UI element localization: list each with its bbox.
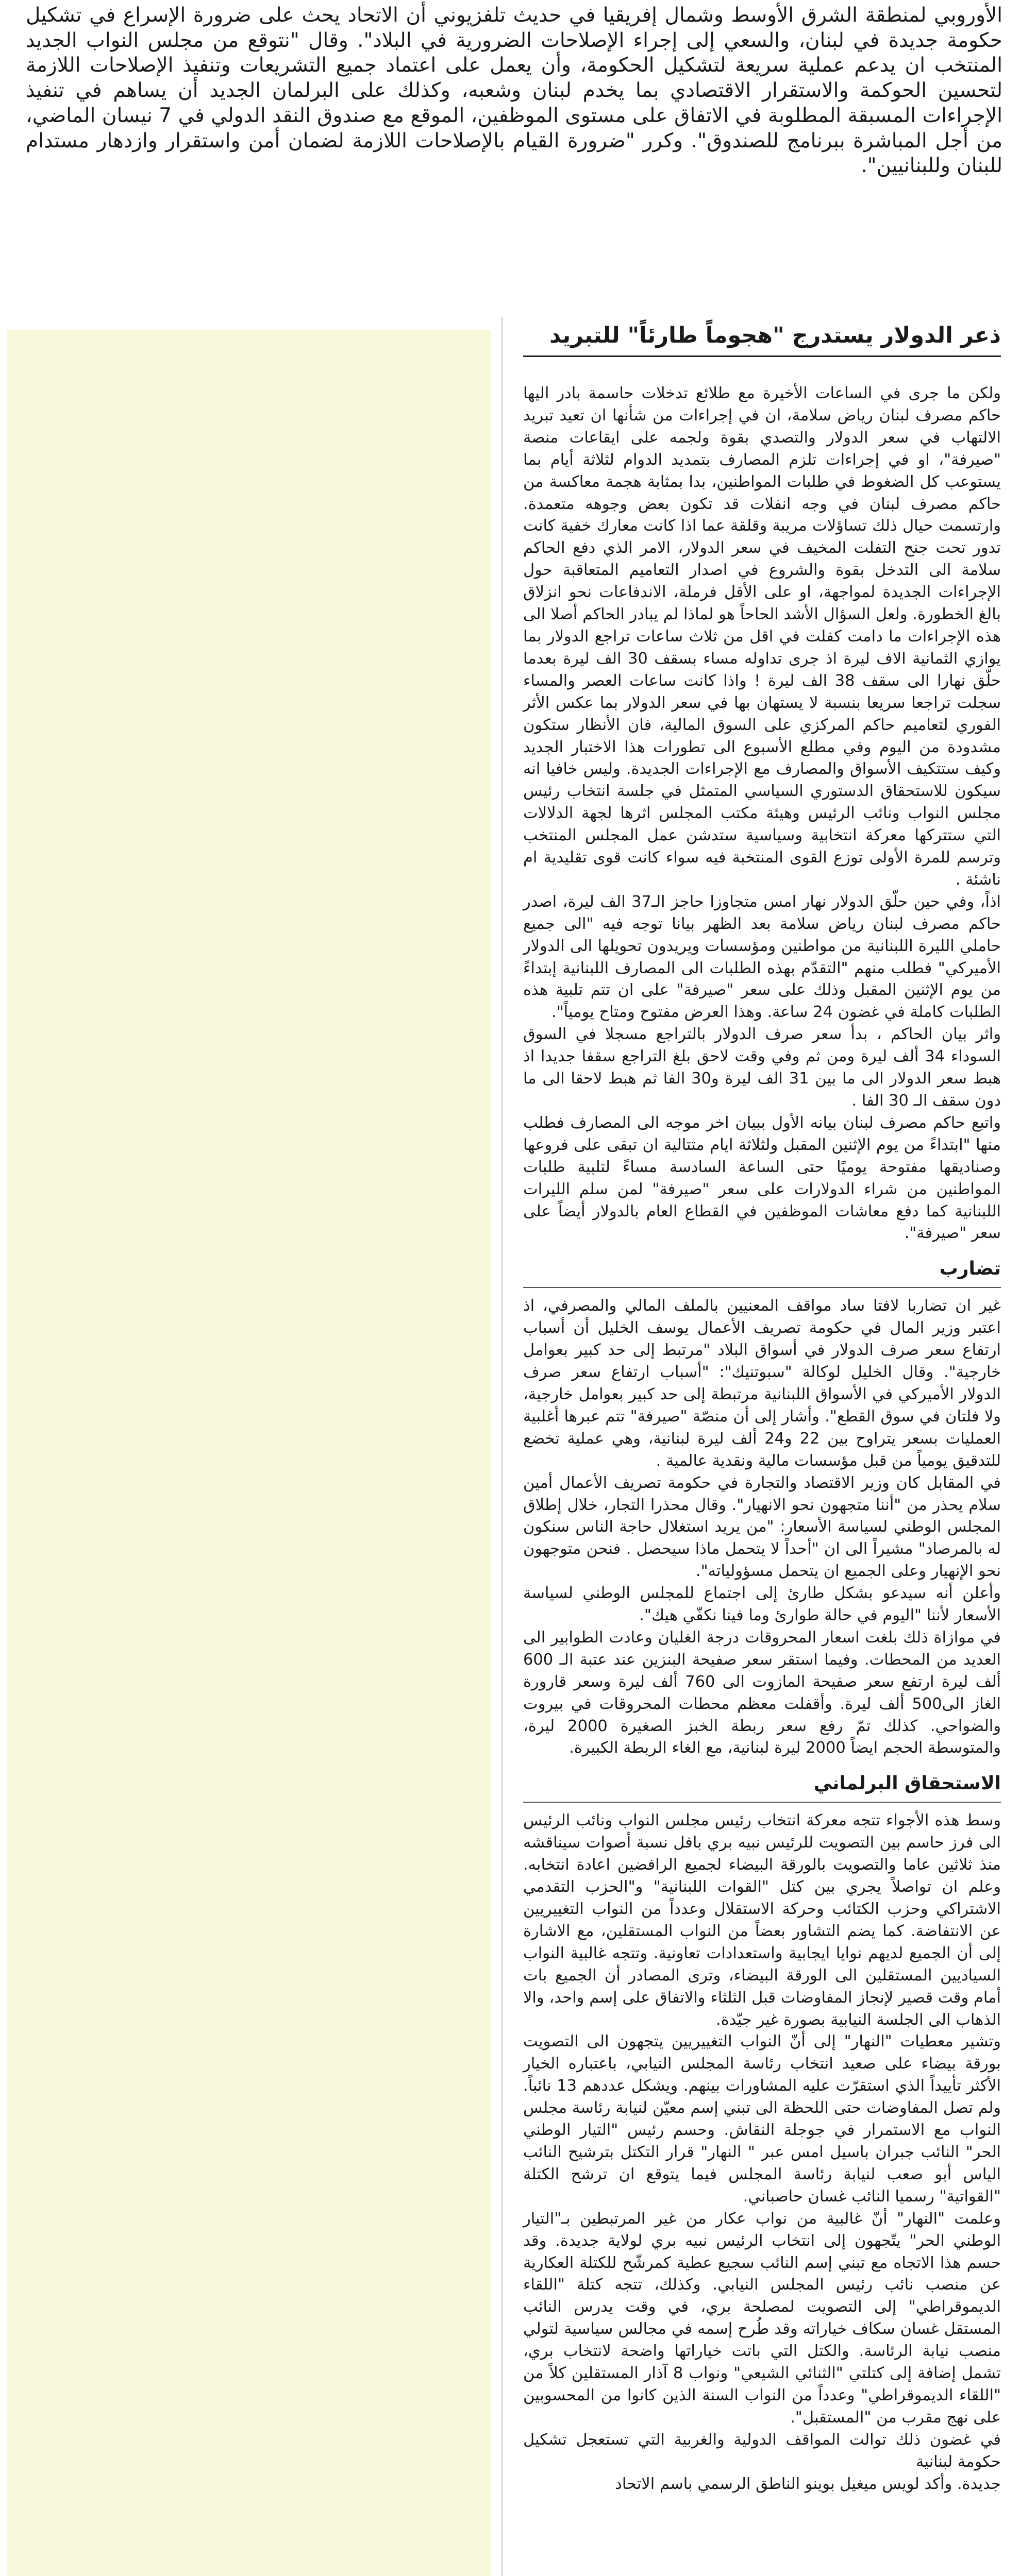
article-closing-line: في غضون ذلك توالت المواقف الدولية والغربية التي تستعجل تشكيل حكومة لبنانية <box>523 2430 1001 2471</box>
article-paragraph: وأعلن أنه سيدعو بشكل طارئ إلى اجتماع للمجلس الوطني لسياسة الأسعار لأننا "اليوم في حالة طوارئ وما فينا نكفّي هيك". <box>523 1584 1001 1625</box>
section-title-conflict: تضارب <box>939 1258 1001 1280</box>
article-paragraph: في المقابل كان وزير الاقتصاد والتجارة في حكومة تصريف الأعمال أمين سلام يحذر من "أننا متجهون نحو الانهيار". وقال محذرا التجار، خلال إطلاق المجلس الوطني لسياسة الأسعار: "من يريد استغلال حاجة الناس سنكون له بالمرصاد" مشيراً الى ان "أحداً لا يتحمل ماذا سيحصل . فنحن متوجهون نحو الإنهيار وعلى الجميع ان يتحمل مسؤولياته". <box>523 1473 1001 1581</box>
blank-side-panel <box>7 330 491 2576</box>
article-paragraph: وتشير معطيات "النهار" إلى أنّ النواب التغييريين يتجهون الى التصويت بورقة بيضاء على صعيد انتخاب رئاسة المجلس النيابي، باعتباره الخيار الأكثر تأييداً الذي استقرّت عليه المشاورات بينهم. ويشكل عددهم 13 نائباً. ولم تصل المفاوضات حتى اللحظة الى تبني إسم معيّن لنيابة رئاسة مجلس النواب مع الاستمرار في جوجلة النقاش. وحسم رئيس "التيار الوطني الحر" النائب جبران باسيل امس عبر " النهار" قرار التكتل بترشيح النائب الياس أبو صعب لنيابة رئاسة المجلس فيما يتوقع ان ترشح الكتلة "القواتية" رسميا النائب غسان حاصباني. <box>523 2032 1001 2206</box>
column-divider <box>501 317 503 2576</box>
article-closing-line: جديدة. وأكد لويس ميغيل بوينو الناطق الرسمي باسم الاتحاد <box>615 2475 1001 2493</box>
article-column <box>523 319 1001 2495</box>
section-rule <box>523 1287 1001 1288</box>
article-paragraph: ولكن ما جرى في الساعات الأخيرة مع طلائع تدخلات حاسمة بادر اليها حاكم مصرف لبنان رياض سلامة، ان في إجراءات من شأنها ان تعيد تبريد الالتهاب في سعر الدولار والتصدي بقوة ولجمه على ايقاعات منصة "صيرفة"، او في إجراءات تلزم المصارف بتمديد الدوام لثلاثة أيام بما يستوعب كل الضغوط في طلبات المواطنين، بدا بمثابة هجمة معاكسة من حاكم مصرف لبنان في وجه انفلات قد تكون بعض وجوهه متعمدة. وارتسمت حيال ذلك تساؤلات مريبة وقلقة عما اذا كانت معارك خفية كانت تدور تحت جنح التفلت المخيف في سعر الدولار، الامر الذي دفع الحاكم سلامة الى التدخل بقوة والشروع في اصدار التعاميم المتعاقبة حول الإجراءات الجديدة لمواجهة، او على الأقل فرملة، الاندفاعات نحو انزلاق بالغ الخطورة. ولعل السؤال الأشد الحاحاً هو لماذا لم يبادر الحاكم أصلا الى هذه الإجراءات ما دامت كفلت في اقل من ثلاث ساعات تراجع الدولار بما يوازي الثمانية الاف ليرة اذ جرى تداوله مساء بسقف 30 الف ليرة بعدما حلّق نهارا الى سقف 38 الف ليرة ! واذا كانت ساعات العصر والمساء سجلت تراجعا سريعا بنسبة لا يستهان بها في سعر الدولار بما عكس الأثر الفوري لتعاميم حاكم المركزي على السوق المالية، فان الأنظار ستكون مشدودة من اليوم وفي مطلع الأسبوع الى تطورات هذا الاختبار الجديد وكيف ستتكيف الأسواق والمصارف مع الإجراءات الجديدة. وليس خافيا انه سيكون للاستحقاق الدستوري السياسي المتمثل في جلسة انتخاب رئيس مجلس النواب ونائب الرئيس وهيئة مكتب المجلس اثرها لجهة الدلالات التي ستتركها معركة انتخابية وسياسية ستدشن عمل المجلس المنتخب وترسم للمرة الأولى توزع القوى المنتخبة فيه سواء كانت قوى تقليدية ام ناشئة . <box>523 384 1001 889</box>
headline-rule <box>523 355 1001 357</box>
section-rule <box>523 1802 1001 1803</box>
article-paragraph: واثر بيان الحاكم ، بدأ سعر صرف الدولار بالتراجع مسجلا في السوق السوداء 34 ألف ليرة ومن ثم وفي وقت لاحق بلغ التراجع سقفا جديدا اذ هبط سعر الدولار الى ما بين 31 الف ليرة و30 الفا ثم هبط لاحقا الى ما دون سقف الـ 30 الفا . <box>523 1025 1001 1110</box>
article-paragraph: غير ان تضاربا لافتا ساد مواقف المعنيين بالملف المالي والمصرفي، اذ اعتبر وزير المال في حكومة تصريف الأعمال يوسف الخليل أن أسباب ارتفاع سعر صرف الدولار في أسواق البلاد "مرتبط إلى حد كبير بعوامل خارجية". وقال الخليل لوكالة "سبوتنيك": "أسباب ارتفاع سعر صرف الدولار الأميركي في الأسواق اللبنانية مرتبطة إلى حد كبير بعوامل خارجية، ولا فلتان في سوق القطع". وأشار إلى أن منصّة "صيرفة" تتم عبرها أغلبية العمليات بسعر يتراوح بين 22 و24 ألف ليرة لبنانية، وهي عملية تخضع للتدقيق يومياً من قبل مؤسسات مالية ونقدية عالمية . <box>523 1297 1001 1470</box>
top-paragraph: الأوروبي لمنطقة الشرق الأوسط وشمال إفريقيا في حديث تلفزيوني أن الاتحاد يحث على ضرورة الإسراع في تشكيل حكومة جديدة في لبنان، والسعي إلى إجراء الإصلاحات الضرورية في البلاد". وقال "نتوقع من مجلس النواب الجديد المنتخب ان يدعم عملية سريعة لتشكيل الحكومة، وأن يعمل على اعتماد جميع التشريعات وتنفيذ الإصلاحات اللازمة لتحسين الحوكمة والاستقرار الاقتصادي بما يخدم لبنان وشعبه، وكذلك على البرلمان الجديد أن يساهم في تنفيذ الإجراءات المسبقة المطلوبة في الاتفاق على مستوى الموظفين، الموقع مع صندوق النقد الدولي في 7 نيسان الماضي، من أجل المباشرة ببرنامج للصندوق". وكرر "ضرورة القيام بالإصلاحات اللازمة لضمان أمن واستقرار وازدهار مستدام للبنان وللبنانيين". <box>26 4 1002 178</box>
article-paragraph: وعلمت "النهار" أنّ غالبية من نواب عكار من غير المرتبطين بـ"التيار الوطني الحر" يتّجهون إلى انتخاب الرئيس نبيه بري لولاية جديدة. وقد حسم هذا الاتجاه مع تبني إسم النائب سجيع عطية كمرشّح للكتلة العكارية عن منصب نائب رئيس المجلس النيابي. وكذلك، تتجه كتلة "اللقاء الديموقراطي" إلى التصويت لمصلحة بري، في وقت يدرس النائب المستقل غسان سكاف خياراته وقد طُرح إسمه في مجالس سياسية لتولي منصب نيابة الرئاسة. والكتل التي باتت خياراتها واضحة لانتخاب بري، تشمل إضافة إلى كتلتي "الثنائي الشيعي" ونواب 8 آذار المستقلين كلاً من "اللقاء الديموقراطي" وعدداً من النواب السنة الذين كانوا من المحسوبين على نهج مقرب من "المستقبل". <box>523 2209 1001 2427</box>
article-paragraph: اذاً، وفي حين حلّق الدولار نهار امس متجاوزا حاجز الـ37 الف ليرة، اصدر حاكم مصرف لبنان رياض سلامة بعد الظهر بيانا توجه فيه "الى جميع حاملي الليرة اللبنانية من مواطنين ومؤسسات ويريدون تحويلها الى الدولار الأميركي" فطلب منهم "التقدّم بهذه الطلبات الى المصارف اللبنانية إبتداءً من يوم الإثنين المقبل وذلك على سعر "صيرفة" على ان تتم تلبية هذه الطلبات كاملة في غضون 24 ساعة. وهذا العرض مفتوح ومتاح يومياً". <box>523 892 1001 1022</box>
section-title-parliament: الاستحقاق البرلماني <box>813 1773 1001 1794</box>
article-paragraph: واتبع حاكم مصرف لبنان بيانه الأول ببيان اخر موجه الى المصارف فطلب منها "ابتداءً من يوم الإثنين المقبل ولثلاثة ايام متتالية ان تبقى على فروعها وصناديقها مفتوحة يوميًا حتى الساعة السادسة مساءً لتلبية طلبات المواطنين من شراء الدولارات على سعر "صيرفة" لمن سلم الليرات اللبنانية كما دفع معاشات الموظفين في القطاع العام بالدولار أيضاً على سعر "صيرفة". <box>523 1113 1001 1243</box>
article-paragraph: وسط هذه الأجواء تتجه معركة انتخاب رئيس مجلس النواب ونائب الرئيس الى فرز حاسم بين التصويت للرئيس نبيه بري بافل نسبة أصوات سيناقشه منذ ثلاثين عاما والتصويت بالورقة البيضاء لجميع الرافضين اعادة انتخابه. وعلم ان تواصلاً يجري بين كتل "القوات اللبنانية" و"الحزب التقدمي الاشتراكي وحزب الكتائب وحركة الاستقلال وعدداً من النواب التغييريين عن الانتفاضة. كما يضم التشاور بعضاً من النواب المستقلين، مع الاشارة إلى أن الجميع لديهم نوايا ايجابية واستعدادات تعاونية. وتتجه غالبية النواب السياديين المستقلين الى الورقة البيضاء، وترى المصادر أن الجميع بات أمام وقت قصير لإنجاز المفاوضات قبل الثلثاء والاتفاق على إسم واحد، والا الذهاب الى الجلسة النيابية بصورة غير جيّدة. <box>523 1811 1001 2029</box>
article-headline: ذعر الدولار يستدرج "هجوماً طارئاً" للتبريد <box>549 323 1001 348</box>
article-paragraph: في موازاة ذلك بلغت اسعار المحروقات درجة الغليان وعادت الطوابير الى العديد من المحطات. وفيما استقر سعر صفيحة البنزين عند عتبة الـ 600 ألف ليرة ارتفع سعر صفيحة المازوت الى 760 ألف ليرة وسعر قارورة الغاز الى500 ألف ليرة. وأقفلت معظم محطات المحروقات في بيروت والضواحي. كذلك تمّ رفع سعر ربطة الخبز الصغيرة 2000 ليرة، والمتوسطة الحجم ايضاً 2000 ليرة لبنانية، مع الغاء الربطة الكبيرة. <box>523 1628 1001 1757</box>
